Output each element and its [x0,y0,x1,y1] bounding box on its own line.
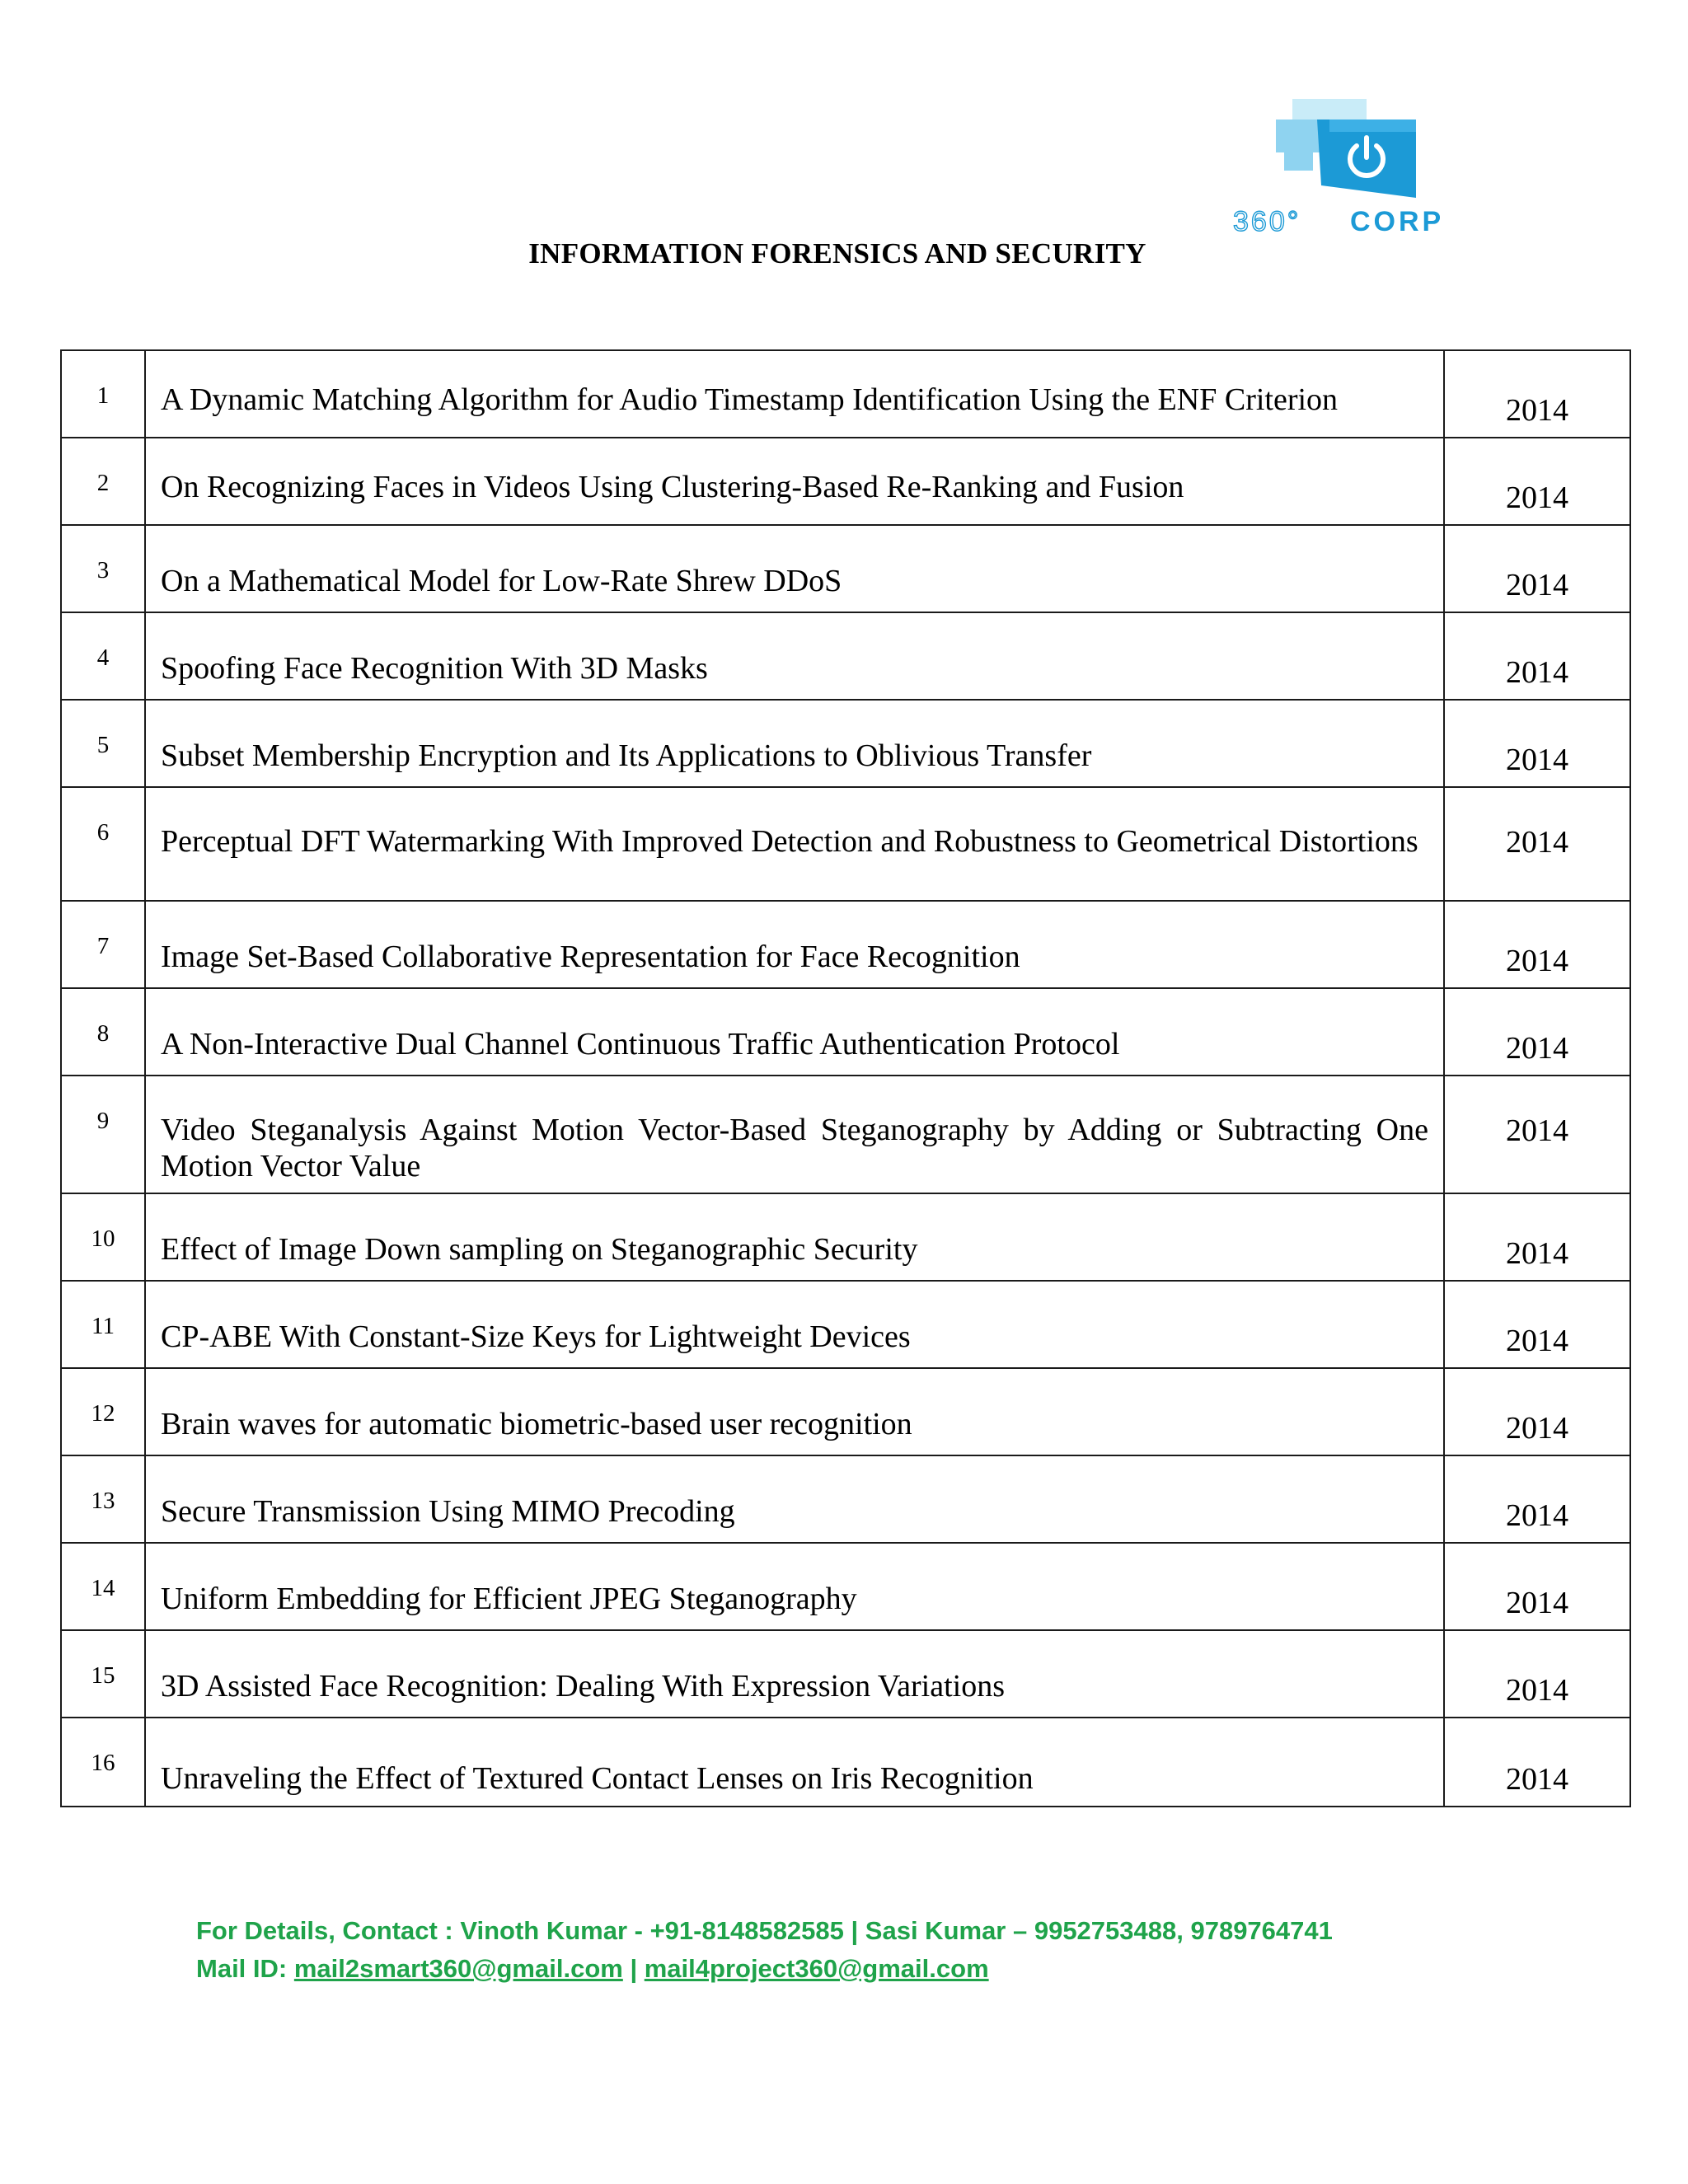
row-number: 16 [61,1718,145,1807]
row-number: 7 [61,901,145,988]
paper-year: 2014 [1444,438,1630,525]
paper-year: 2014 [1444,1281,1630,1368]
contact-line: For Details, Contact : Vinoth Kumar - +91-8148582585 | Sasi Kumar – 9952753488, 9789764741 [196,1916,1333,1945]
paper-title: Uniform Embedding for Efficient JPEG Steganography [145,1543,1444,1630]
papers-table-body [61,350,1630,1807]
mail-line [196,1950,1333,1988]
row-number: 10 [61,1193,145,1281]
paper-title: Spoofing Face Recognition With 3D Masks [145,612,1444,700]
table-row [61,700,1630,787]
contact-footer [196,1912,1333,1988]
page-title: INFORMATION FORENSICS AND SECURITY [528,237,1146,269]
paper-year: 2014 [1444,1543,1630,1630]
table-row [61,1718,1630,1807]
paper-year: 2014 [1444,525,1630,612]
table-row [61,1630,1630,1718]
paper-year: 2014 [1444,1368,1630,1455]
table-row [61,1281,1630,1368]
row-number: 5 [61,700,145,787]
paper-title: Video Steganalysis Against Motion Vector-Based Steganography by Adding or Subtracting One Motion Vector Value [145,1076,1444,1193]
paper-year: 2014 [1444,988,1630,1076]
mail-separator: | [622,1954,645,1983]
row-number: 11 [61,1281,145,1368]
row-number: 12 [61,1368,145,1455]
table-row [61,350,1630,438]
paper-title: A Non-Interactive Dual Channel Continuous Traffic Authentication Protocol [145,988,1444,1076]
table-row [61,1368,1630,1455]
row-number: 3 [61,525,145,612]
table-row [61,1076,1630,1193]
paper-year: 2014 [1444,901,1630,988]
table-row [61,787,1630,901]
table-row [61,901,1630,988]
table-row [61,612,1630,700]
paper-year: 2014 [1444,700,1630,787]
paper-year: 2014 [1444,1193,1630,1281]
paper-year: 2014 [1444,1630,1630,1718]
row-number: 9 [61,1076,145,1193]
row-number: 14 [61,1543,145,1630]
paper-title: 3D Assisted Face Recognition: Dealing With Expression Variations [145,1630,1444,1718]
paper-title: Effect of Image Down sampling on Steganographic Security [145,1193,1444,1281]
table-row [61,1455,1630,1543]
paper-title: Unraveling the Effect of Textured Contact Lenses on Iris Recognition [145,1718,1444,1807]
email-link-2[interactable]: mail4project360@gmail.com [644,1954,989,1983]
paper-title: Secure Transmission Using MIMO Precoding [145,1455,1444,1543]
table-row [61,525,1630,612]
row-number: 15 [61,1630,145,1718]
papers-table [60,349,1631,1807]
logo-text-360: 360° [1233,206,1301,237]
paper-title: Perceptual DFT Watermarking With Improved Detection and Robustness to Geometrical Distortions [145,787,1444,901]
email-link-1[interactable]: mail2smart360@gmail.com [293,1954,623,1983]
table-row [61,438,1630,525]
row-number: 6 [61,787,145,901]
table-row [61,1193,1630,1281]
paper-year: 2014 [1444,1455,1630,1543]
row-number: 4 [61,612,145,700]
paper-title: Image Set-Based Collaborative Representation for Face Recognition [145,901,1444,988]
paper-title: Subset Membership Encryption and Its Applications to Oblivious Transfer [145,700,1444,787]
paper-title: CP-ABE With Constant-Size Keys for Lightweight Devices [145,1281,1444,1368]
logo-graphic [1226,95,1474,243]
row-number: 1 [61,350,145,438]
logo-panel-small [1284,152,1313,171]
table-row [61,988,1630,1076]
company-logo [1226,95,1474,243]
paper-title: Brain waves for automatic biometric-based user recognition [145,1368,1444,1455]
paper-title: On a Mathematical Model for Low-Rate Shrew DDoS [145,525,1444,612]
logo-text-corp: CORP [1350,206,1445,237]
logo-panel-highlight [1329,120,1416,132]
mail-label: Mail ID: [196,1954,294,1983]
paper-title: On Recognizing Faces in Videos Using Clustering-Based Re-Ranking and Fusion [145,438,1444,525]
table-row [61,1543,1630,1630]
paper-year: 2014 [1444,1718,1630,1807]
paper-year: 2014 [1444,1076,1630,1193]
paper-year: 2014 [1444,787,1630,901]
paper-year: 2014 [1444,350,1630,438]
row-number: 13 [61,1455,145,1543]
row-number: 2 [61,438,145,525]
paper-year: 2014 [1444,612,1630,700]
paper-title: A Dynamic Matching Algorithm for Audio Timestamp Identification Using the ENF Criterion [145,350,1444,438]
row-number: 8 [61,988,145,1076]
